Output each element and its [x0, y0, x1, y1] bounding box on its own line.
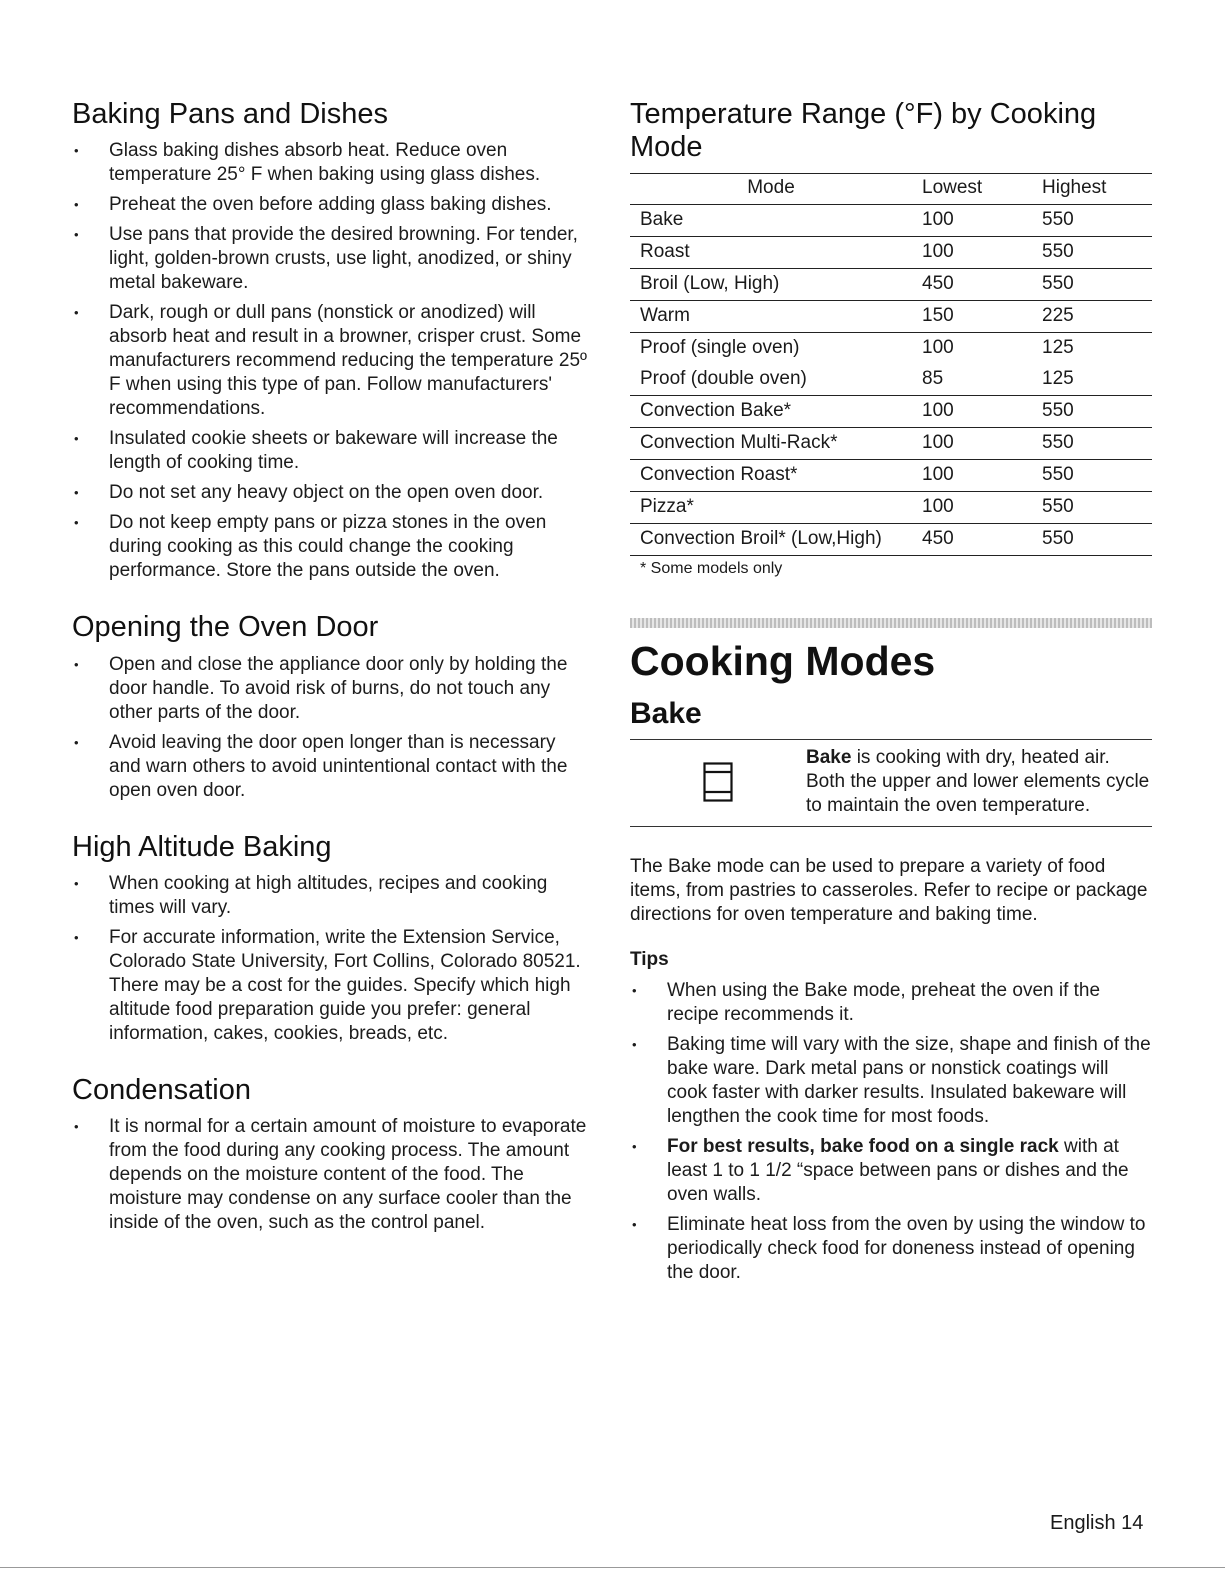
bullet-icon: •: [74, 734, 79, 750]
high-altitude-list: [72, 872, 590, 1046]
table-row: [630, 268, 1152, 300]
bullet-icon: •: [74, 656, 79, 672]
list-item: • Do not set any heavy object on the open oven door.: [74, 482, 544, 504]
cell-mode: Convection Broil* (Low,High): [630, 523, 912, 555]
list-item: • When using the Bake mode, preheat the oven if the recipe recommends it.: [632, 979, 1101, 1025]
bullet-icon: •: [632, 1216, 637, 1232]
cell-lowest: 450: [912, 523, 1032, 555]
cell-highest: 550: [1032, 427, 1152, 459]
list-item: • Avoid leaving the door open longer than is necessary and warn others to avoid unintentional contact with the open oven door.: [74, 731, 568, 801]
list-item: • Use pans that provide the desired browning. For tender, light, golden-brown crusts, use light, anodized, or shiny metal bakeware.: [74, 224, 578, 294]
section-title-condensation: Condensation: [72, 1074, 251, 1107]
cooking-modes-title: Cooking Modes: [630, 637, 936, 684]
header-mode: Mode: [630, 173, 912, 204]
bullet-icon: •: [74, 1119, 79, 1135]
left-column: [72, 98, 590, 1241]
cell-mode: Bake: [630, 204, 912, 236]
table-row: [630, 364, 1152, 396]
cell-lowest: 150: [912, 300, 1032, 332]
cell-highest: 550: [1032, 204, 1152, 236]
right-column: [630, 98, 1152, 1291]
cell-lowest: 100: [912, 427, 1032, 459]
table-row: [630, 523, 1152, 555]
list-item: • Dark, rough or dull pans (nonstick or anodized) will absorb heat and result in a browner, crisper crust. Some manufacturers recommend reducing the temperature 25º F when using this type of pan. Follow manufacturers' recommendations.: [74, 302, 587, 420]
list-item: • For accurate information, write the Extension Service, Colorado State University, Fort Collins, Colorado 80521. There may be a cost for the guides. Specify which high altitude food preparation guide you prefer: general information, cakes, cookies, breads, etc.: [74, 927, 581, 1045]
bake-description: [806, 746, 1152, 818]
bullet-icon: •: [74, 197, 79, 213]
table-row: [630, 427, 1152, 459]
section-divider: [630, 618, 1152, 628]
cell-lowest: 85: [912, 364, 1032, 396]
bullet-icon: •: [74, 485, 79, 501]
table-row: [630, 491, 1152, 523]
list-item: • Eliminate heat loss from the oven by using the window to periodically check food for doneness instead of opening the door.: [632, 1213, 1146, 1283]
list-item: • When cooking at high altitudes, recipes and cooking times will vary.: [74, 873, 548, 919]
cell-lowest: 100: [912, 204, 1032, 236]
cell-lowest: 450: [912, 268, 1032, 300]
table-row: [630, 395, 1152, 427]
bake-desc-text: is cooking with dry, heated air. Both the upper and lower elements cycle to maintain the oven temperature.: [806, 746, 1150, 816]
cell-highest: 550: [1032, 236, 1152, 268]
cell-highest: 125: [1042, 336, 1074, 358]
cell-highest: 550: [1032, 268, 1152, 300]
temperature-table-title: Temperature Range (°F) by Cooking Mode: [630, 98, 1097, 164]
tips-heading: Tips: [630, 948, 669, 970]
cell-highest: 550: [1032, 395, 1152, 427]
bake-title: Bake: [630, 696, 702, 730]
list-item: • Insulated cookie sheets or bakeware will increase the length of cooking time.: [74, 428, 558, 474]
tip-bold: For best results, bake food on a single rack: [667, 1135, 1059, 1157]
page-bottom-rule: [0, 1567, 1225, 1568]
list-item: • Open and close the appliance door only by holding the door handle. To avoid risk of burns, do not touch any other parts of the door.: [74, 653, 568, 723]
table-row: [630, 332, 1152, 364]
bake-mode-icon: [703, 762, 733, 802]
bullet-icon: •: [74, 227, 79, 243]
cell-mode: Warm: [630, 300, 912, 332]
table-row: [630, 204, 1152, 236]
oven-door-list: [72, 653, 590, 803]
bake-desc-bold: Bake: [806, 746, 852, 768]
table-footnote: * Some models only: [640, 559, 783, 577]
cell-lowest: 100: [912, 395, 1032, 427]
bake-paragraph: The Bake mode can be used to prepare a variety of food items, from pastries to casseroles. Refer to recipe or package directions for oven temperature and baking time.: [630, 855, 1148, 925]
cell-mode: Convection Bake*: [630, 395, 912, 427]
cell-lowest: 100: [912, 236, 1032, 268]
header-lowest: Lowest: [912, 173, 1032, 204]
cell-lowest: 100: [922, 336, 954, 358]
bullet-icon: •: [74, 305, 79, 321]
cell-highest: 550: [1032, 523, 1152, 555]
cell-highest: 550: [1032, 459, 1152, 491]
cell-highest: 125: [1032, 364, 1152, 396]
bullet-icon: •: [74, 876, 79, 892]
cell-mode: Convection Roast*: [630, 459, 912, 491]
cell-mode: Roast: [630, 236, 912, 268]
list-item: • For best results, bake food on a single rack with at least 1 to 1 1/2 “space between pans or dishes and the oven walls.: [632, 1135, 1129, 1205]
tips-list: [630, 979, 1152, 1285]
table-row: [630, 300, 1152, 332]
cell-mode: Broil (Low, High): [630, 268, 912, 300]
cell-highest: 225: [1032, 300, 1152, 332]
cell-highest: 550: [1032, 491, 1152, 523]
bullet-icon: •: [632, 982, 637, 998]
table-row: [630, 236, 1152, 268]
list-item: • Do not keep empty pans or pizza stones in the oven during cooking as this could change the cooking performance. Store the pans outside the oven.: [74, 512, 547, 582]
bake-description-box: [630, 739, 1152, 827]
cell-lowest: 100: [912, 459, 1032, 491]
cell-mode: Proof (double oven): [630, 364, 912, 396]
cell-mode: Proof (single oven): [640, 336, 800, 358]
baking-pans-list: [72, 139, 590, 583]
cell-mode: Pizza*: [630, 491, 912, 523]
page-number: English 14: [1050, 1512, 1144, 1534]
bullet-icon: •: [74, 515, 79, 531]
bullet-icon: •: [632, 1138, 637, 1154]
cell-lowest: 100: [912, 491, 1032, 523]
table-header-row: [630, 173, 1152, 204]
cell-mode: Convection Multi-Rack*: [630, 427, 912, 459]
bullet-icon: •: [74, 143, 79, 159]
bullet-icon: •: [74, 431, 79, 447]
temperature-table: [630, 173, 1152, 556]
condensation-list: [72, 1115, 590, 1235]
list-item: • It is normal for a certain amount of moisture to evaporate from the food during any cooking process. The amount depends on the moisture content of the food. The moisture may condense on any surface cooler than the inside of the oven, such as the control panel.: [74, 1116, 587, 1234]
bullet-icon: •: [74, 930, 79, 946]
section-title-baking-pans: Baking Pans and Dishes: [72, 98, 388, 130]
section-title-high-altitude: High Altitude Baking: [72, 830, 332, 863]
list-item: • Preheat the oven before adding glass baking dishes.: [74, 194, 552, 216]
bullet-icon: •: [632, 1036, 637, 1052]
list-item: • Baking time will vary with the size, shape and finish of the bake ware. Dark metal pans or nonstick coatings will cook faster with darker results. Insulated bakeware will lengthen the cook time for most foods.: [632, 1033, 1151, 1127]
header-highest: Highest: [1032, 173, 1152, 204]
section-title-oven-door: Opening the Oven Door: [72, 611, 379, 644]
list-item: • Glass baking dishes absorb heat. Reduce oven temperature 25° F when baking using glass dishes.: [74, 140, 541, 186]
table-row: [630, 459, 1152, 491]
